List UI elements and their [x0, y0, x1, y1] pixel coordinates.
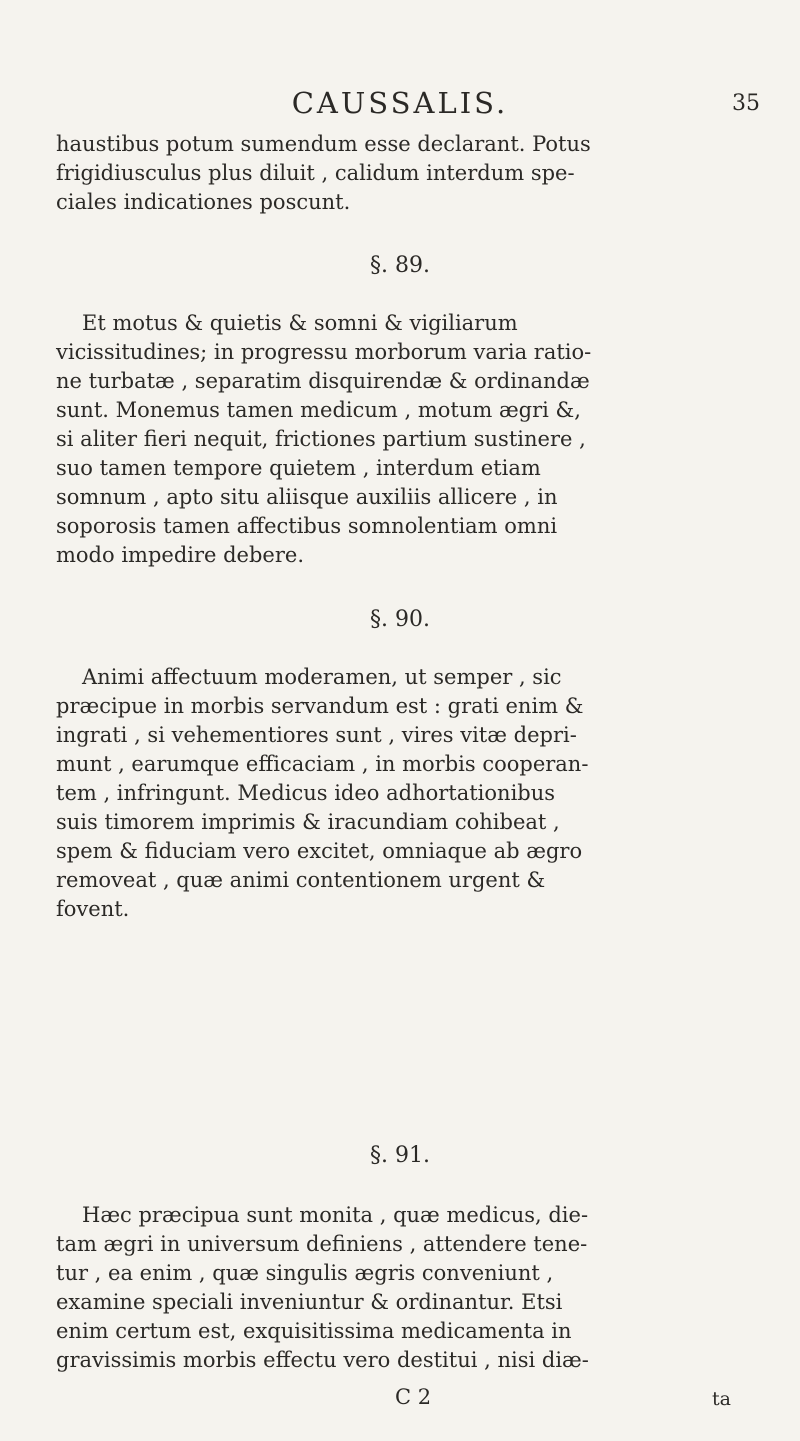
text-line: spem & fiduciam vero excitet, omniaque ab ægro [56, 839, 583, 863]
text-line: Hæc præcipua sunt monita , quæ medicus, die- [82, 1203, 589, 1227]
text-line: fovent. [56, 897, 130, 921]
running-head: CAUSSALIS. [291, 86, 509, 120]
section-number: §. 91. [370, 1143, 430, 1168]
page-number: 35 [732, 91, 760, 116]
section-number: §. 90. [370, 607, 430, 632]
text-line: sunt. Monemus tamen medicum , motum ægri &, [56, 398, 581, 422]
text-line: tam ægri in universum definiens , attendere tene- [56, 1232, 588, 1256]
text-line: haustibus potum sumendum esse declarant. Potus [56, 132, 591, 156]
text-line: examine speciali inveniuntur & ordinantur. Etsi [56, 1290, 563, 1314]
text-line: soporosis tamen affectibus somnolentiam omni [56, 514, 558, 538]
text-line: frigidiusculus plus diluit , calidum interdum spe- [56, 161, 575, 185]
text-line: Animi affectuum moderamen, ut semper , sic [82, 665, 562, 689]
text-line: Et motus & quietis & somni & vigiliarum [82, 311, 518, 335]
text-line: si aliter fieri nequit, frictiones partium sustinere , [56, 427, 586, 451]
text-line: præcipue in morbis servandum est : grati enim & [56, 694, 584, 718]
text-line: gravissimis morbis effectu vero destitui , nisi diæ- [56, 1348, 589, 1372]
text-line: munt , earumque efficaciam , in morbis cooperan- [56, 752, 589, 776]
text-line: ingrati , si vehementiores sunt , vires vitæ depri- [56, 723, 577, 747]
catchword: ta [712, 1388, 731, 1410]
section-number: §. 89. [370, 253, 430, 278]
text-line: vicissitudines; in progressu morborum varia ratio- [56, 340, 592, 364]
text-line: suo tamen tempore quietem , interdum etiam [56, 456, 541, 480]
text-line: ne turbatæ , separatim disquirendæ & ordinandæ [56, 369, 590, 393]
text-line: enim certum est, exquisitissima medicamenta in [56, 1319, 572, 1343]
text-line: suis timorem imprimis & iracundiam cohibeat , [56, 810, 560, 834]
text-line: removeat , quæ animi contentionem urgent & [56, 868, 546, 892]
text-line: ciales indicationes poscunt. [56, 190, 351, 214]
signature-mark: C 2 [395, 1385, 432, 1409]
text-line: tur , ea enim , quæ singulis ægris conveniunt , [56, 1261, 554, 1285]
text-line: somnum , apto situ aliisque auxiliis allicere , in [56, 485, 558, 509]
text-line: modo impedire debere. [56, 543, 305, 567]
text-line: tem , infringunt. Medicus ideo adhortationibus [56, 781, 556, 805]
